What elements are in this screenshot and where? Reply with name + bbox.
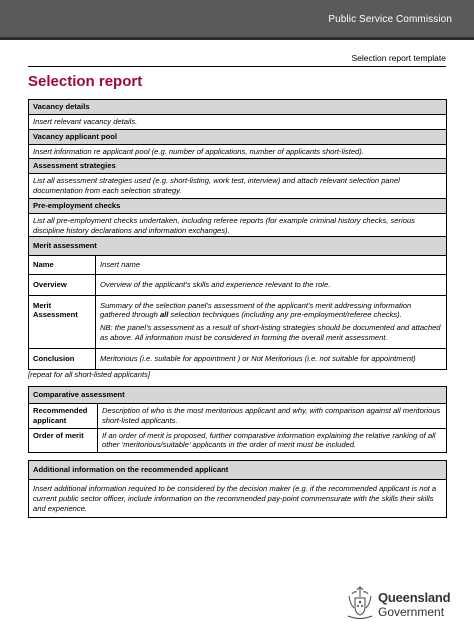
- table-row: [29, 274, 447, 295]
- page-title: Selection report: [28, 73, 143, 90]
- merit-summary-start: Summary of the selection panel’s assessment of the applicant’s merit addressing information gathered through: [100, 300, 412, 320]
- table-row: [29, 237, 447, 256]
- table-row: [29, 100, 447, 115]
- logo-text-queensland: Queensland: [378, 590, 451, 605]
- vacancy-details-field[interactable]: Insert relevant vacancy details.: [29, 114, 447, 129]
- organisation-name: Public Service Commission: [328, 14, 452, 25]
- table-row: [29, 387, 447, 404]
- table-row: [29, 428, 447, 453]
- table-row: [29, 174, 447, 199]
- additional-table: [28, 460, 447, 518]
- assessment-strategies-field[interactable]: List all assessment strategies used (e.g. short-listing, work test, interview) and attach relevant selection panel documentation from each selection strategy.: [29, 174, 447, 199]
- order-of-merit-field[interactable]: If an order of merit is proposed, further comparative information explaining the relative ranking of all other ‘meritorious/suitable’ applicants in the order of merit must be included.: [98, 428, 447, 453]
- table-row: [29, 144, 447, 159]
- merit-nb: NB: the panel’s assessment as a result of short-listing strategies should be documented and attached as above. All information must be considered in forming the overall merit assessment.: [100, 323, 441, 343]
- assessment-strategies-heading: Assessment strategies: [29, 159, 447, 174]
- order-of-merit-label: Order of merit: [29, 428, 98, 453]
- merit-summary-end: selection techniques (including any pre-employment/referee checks).: [168, 310, 402, 320]
- additional-information-field[interactable]: Insert additional information required to be considered by the decision maker (e.g. if the recommended applicant is not a current public sector officer, include information on the recommended pay-point commensurate with the skills their skills and experience.: [29, 479, 447, 518]
- conclusion-label: Conclusion: [29, 349, 96, 370]
- overview-label: Overview: [29, 274, 96, 295]
- table-row: [29, 213, 447, 238]
- merit-summary: [100, 301, 442, 321]
- preemployment-checks-field[interactable]: List all pre-employment checks undertaken, including referee reports (for example criminal history checks, serious discipline history declarations and information exchanges).: [29, 213, 447, 238]
- table-row: [29, 295, 447, 348]
- name-label: Name: [29, 255, 96, 274]
- name-field[interactable]: Insert name: [96, 255, 447, 274]
- table-row: [29, 129, 447, 144]
- logo-text-government: Government: [378, 605, 445, 619]
- preemployment-checks-heading: Pre-employment checks: [29, 199, 447, 214]
- merit-table: [28, 236, 447, 370]
- table-row: [29, 403, 447, 428]
- additional-information-heading: Additional information on the recommended applicant: [29, 461, 447, 480]
- merit-assessment-heading: Merit assessment: [29, 237, 447, 256]
- coat-of-arms-icon: [346, 586, 374, 620]
- table-row: [29, 255, 447, 274]
- applicant-pool-heading: Vacancy applicant pool: [29, 129, 447, 144]
- repeat-note: [repeat for all short-listed applicants]: [28, 370, 150, 379]
- table-row: [29, 199, 447, 214]
- merit-summary-bold: all: [159, 310, 169, 320]
- vacancy-table: [28, 99, 447, 239]
- applicant-pool-field[interactable]: Insert information re applicant pool (e.g. number of applications, number of applicants short-listed).: [29, 144, 447, 159]
- table-row: [29, 479, 447, 518]
- table-row: [29, 461, 447, 480]
- template-name: Selection report template: [351, 53, 446, 63]
- merit-assessment-field[interactable]: [96, 295, 447, 348]
- table-row: [29, 114, 447, 129]
- header-rule: [28, 66, 446, 67]
- merit-assessment-label: Merit Assessment: [29, 295, 96, 348]
- recommended-applicant-field[interactable]: Description of who is the most meritorious applicant and why, with comparison against all meritorious short-listed applicants.: [98, 403, 447, 428]
- vacancy-details-heading: Vacancy details: [29, 100, 447, 115]
- conclusion-field[interactable]: Meritorious (i.e. suitable for appointment ) or Not Meritorious (i.e. not suitable for appointment): [96, 349, 447, 370]
- table-row: [29, 159, 447, 174]
- header-banner: [0, 0, 474, 40]
- recommended-applicant-label: Recommended applicant: [29, 403, 98, 428]
- comparative-table: [28, 386, 447, 453]
- queensland-government-logo: [346, 586, 458, 622]
- table-row: [29, 349, 447, 370]
- overview-field[interactable]: Overview of the applicant’s skills and experience relevant to the role.: [96, 274, 447, 295]
- comparative-assessment-heading: Comparative assessment: [29, 387, 447, 404]
